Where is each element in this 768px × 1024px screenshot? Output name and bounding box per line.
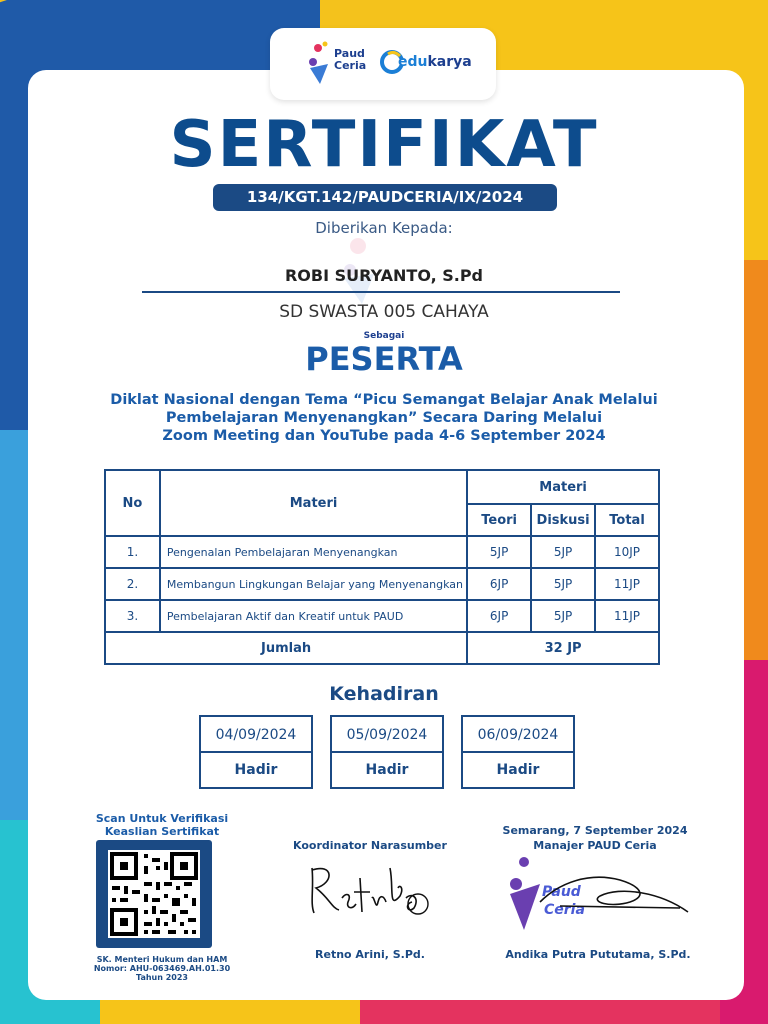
qr-caption-line: Keaslian Sertifikat	[104, 825, 220, 838]
given-to-label: Diberikan Kepada:	[315, 219, 453, 237]
attendance-title: Kehadiran	[329, 683, 439, 705]
qr-code-frame[interactable]	[96, 840, 212, 948]
row-materi: Pembelajaran Aktif dan Kreatif untuk PAUD	[160, 600, 467, 632]
row-teori: 5JP	[467, 536, 531, 568]
header-teori: Teori	[467, 504, 531, 536]
attendance-date: 06/09/2024	[463, 717, 573, 753]
row-teori: 6JP	[467, 600, 531, 632]
as-label: Sebagai	[363, 331, 405, 341]
edukarya-logo-text	[398, 54, 472, 70]
row-diskusi: 5JP	[531, 568, 595, 600]
paud-ceria-logo-text	[334, 48, 366, 72]
edukarya-logo-prefix: edu	[398, 54, 428, 70]
manager-title: Manajer PAUD Ceria	[533, 839, 657, 852]
row-materi: Pengenalan Pembelajaran Menyenangkan	[160, 536, 467, 568]
coordinator-title: Koordinator Narasumber	[293, 839, 447, 852]
attendance-day	[330, 715, 444, 789]
qr-caption	[78, 812, 246, 838]
qr-caption-line: Scan Untuk Verifikasi	[95, 812, 229, 825]
manager-signature	[530, 862, 690, 922]
row-teori: 6JP	[467, 568, 531, 600]
attendance-date: 04/09/2024	[201, 717, 311, 753]
legal-registration	[78, 955, 246, 982]
event-description	[60, 391, 708, 445]
participant-role: PESERTA	[305, 340, 463, 378]
edukarya-logo-suffix: karya	[427, 54, 472, 70]
row-no: 1.	[105, 536, 160, 568]
table-row	[105, 568, 659, 600]
row-no: 2.	[105, 568, 160, 600]
svg-text:Paud: Paud	[542, 884, 581, 900]
sk-line: Nomor: AHU-063469.AH.01.30	[93, 964, 231, 973]
header-materi-group: Materi	[467, 470, 659, 504]
row-materi: Membangun Lingkungan Belajar yang Menyenangkan	[160, 568, 467, 600]
coordinator-name: Retno Arini, S.Pd.	[315, 948, 425, 961]
qr-code-icon	[108, 850, 200, 938]
certificate-title: SERTIFIKAT	[169, 108, 599, 182]
header-diskusi: Diskusi	[531, 504, 595, 536]
row-total: 10JP	[595, 536, 659, 568]
materials-table	[104, 469, 660, 665]
row-no: 3.	[105, 600, 160, 632]
header-no: No	[105, 470, 160, 536]
sk-line: Tahun 2023	[136, 973, 188, 982]
description-line: Pembelajaran Menyenangkan” Secara Daring Melalui	[165, 410, 603, 426]
table-footer-row	[105, 632, 659, 664]
header-materi: Materi	[160, 470, 467, 536]
footer-total: 32 JP	[467, 632, 659, 664]
attendance-day	[199, 715, 313, 789]
row-total: 11JP	[595, 568, 659, 600]
manager-name: Andika Putra Pututama, S.Pd.	[505, 948, 691, 961]
row-diskusi: 5JP	[531, 536, 595, 568]
row-total: 11JP	[595, 600, 659, 632]
attendance-date: 05/09/2024	[332, 717, 442, 753]
name-underline	[142, 291, 620, 293]
paud-logo-line2: Ceria	[334, 59, 367, 72]
header-total: Total	[595, 504, 659, 536]
description-line: Zoom Meeting dan YouTube pada 4-6 September 2024	[162, 428, 606, 444]
paud-logo-line1: Paud	[334, 47, 365, 60]
manager-place-date: Semarang, 7 September 2024	[502, 824, 688, 837]
footer-label: Jumlah	[105, 632, 467, 664]
attendance-status: Hadir	[234, 762, 278, 778]
manager-heading	[480, 823, 710, 853]
certificate-number: 134/KGT.142/PAUDCERIA/IX/2024	[213, 184, 557, 211]
svg-text:Ceria: Ceria	[544, 902, 585, 918]
attendance-status: Hadir	[365, 762, 409, 778]
description-line: Diklat Nasional dengan Tema “Picu Semangat Belajar Anak Melalui	[110, 392, 658, 408]
table-row	[105, 600, 659, 632]
coordinator-signature	[304, 858, 444, 928]
attendance-status: Hadir	[496, 762, 540, 778]
sk-line: SK. Menteri Hukum dan HAM	[96, 955, 228, 964]
row-diskusi: 5JP	[531, 600, 595, 632]
qr-code[interactable]	[108, 850, 200, 938]
recipient-school: SD SWASTA 005 CAHAYA	[279, 302, 489, 322]
logo-panel	[270, 28, 496, 100]
attendance-day	[461, 715, 575, 789]
recipient-name: ROBI SURYANTO, S.Pd	[284, 266, 484, 285]
table-row	[105, 536, 659, 568]
